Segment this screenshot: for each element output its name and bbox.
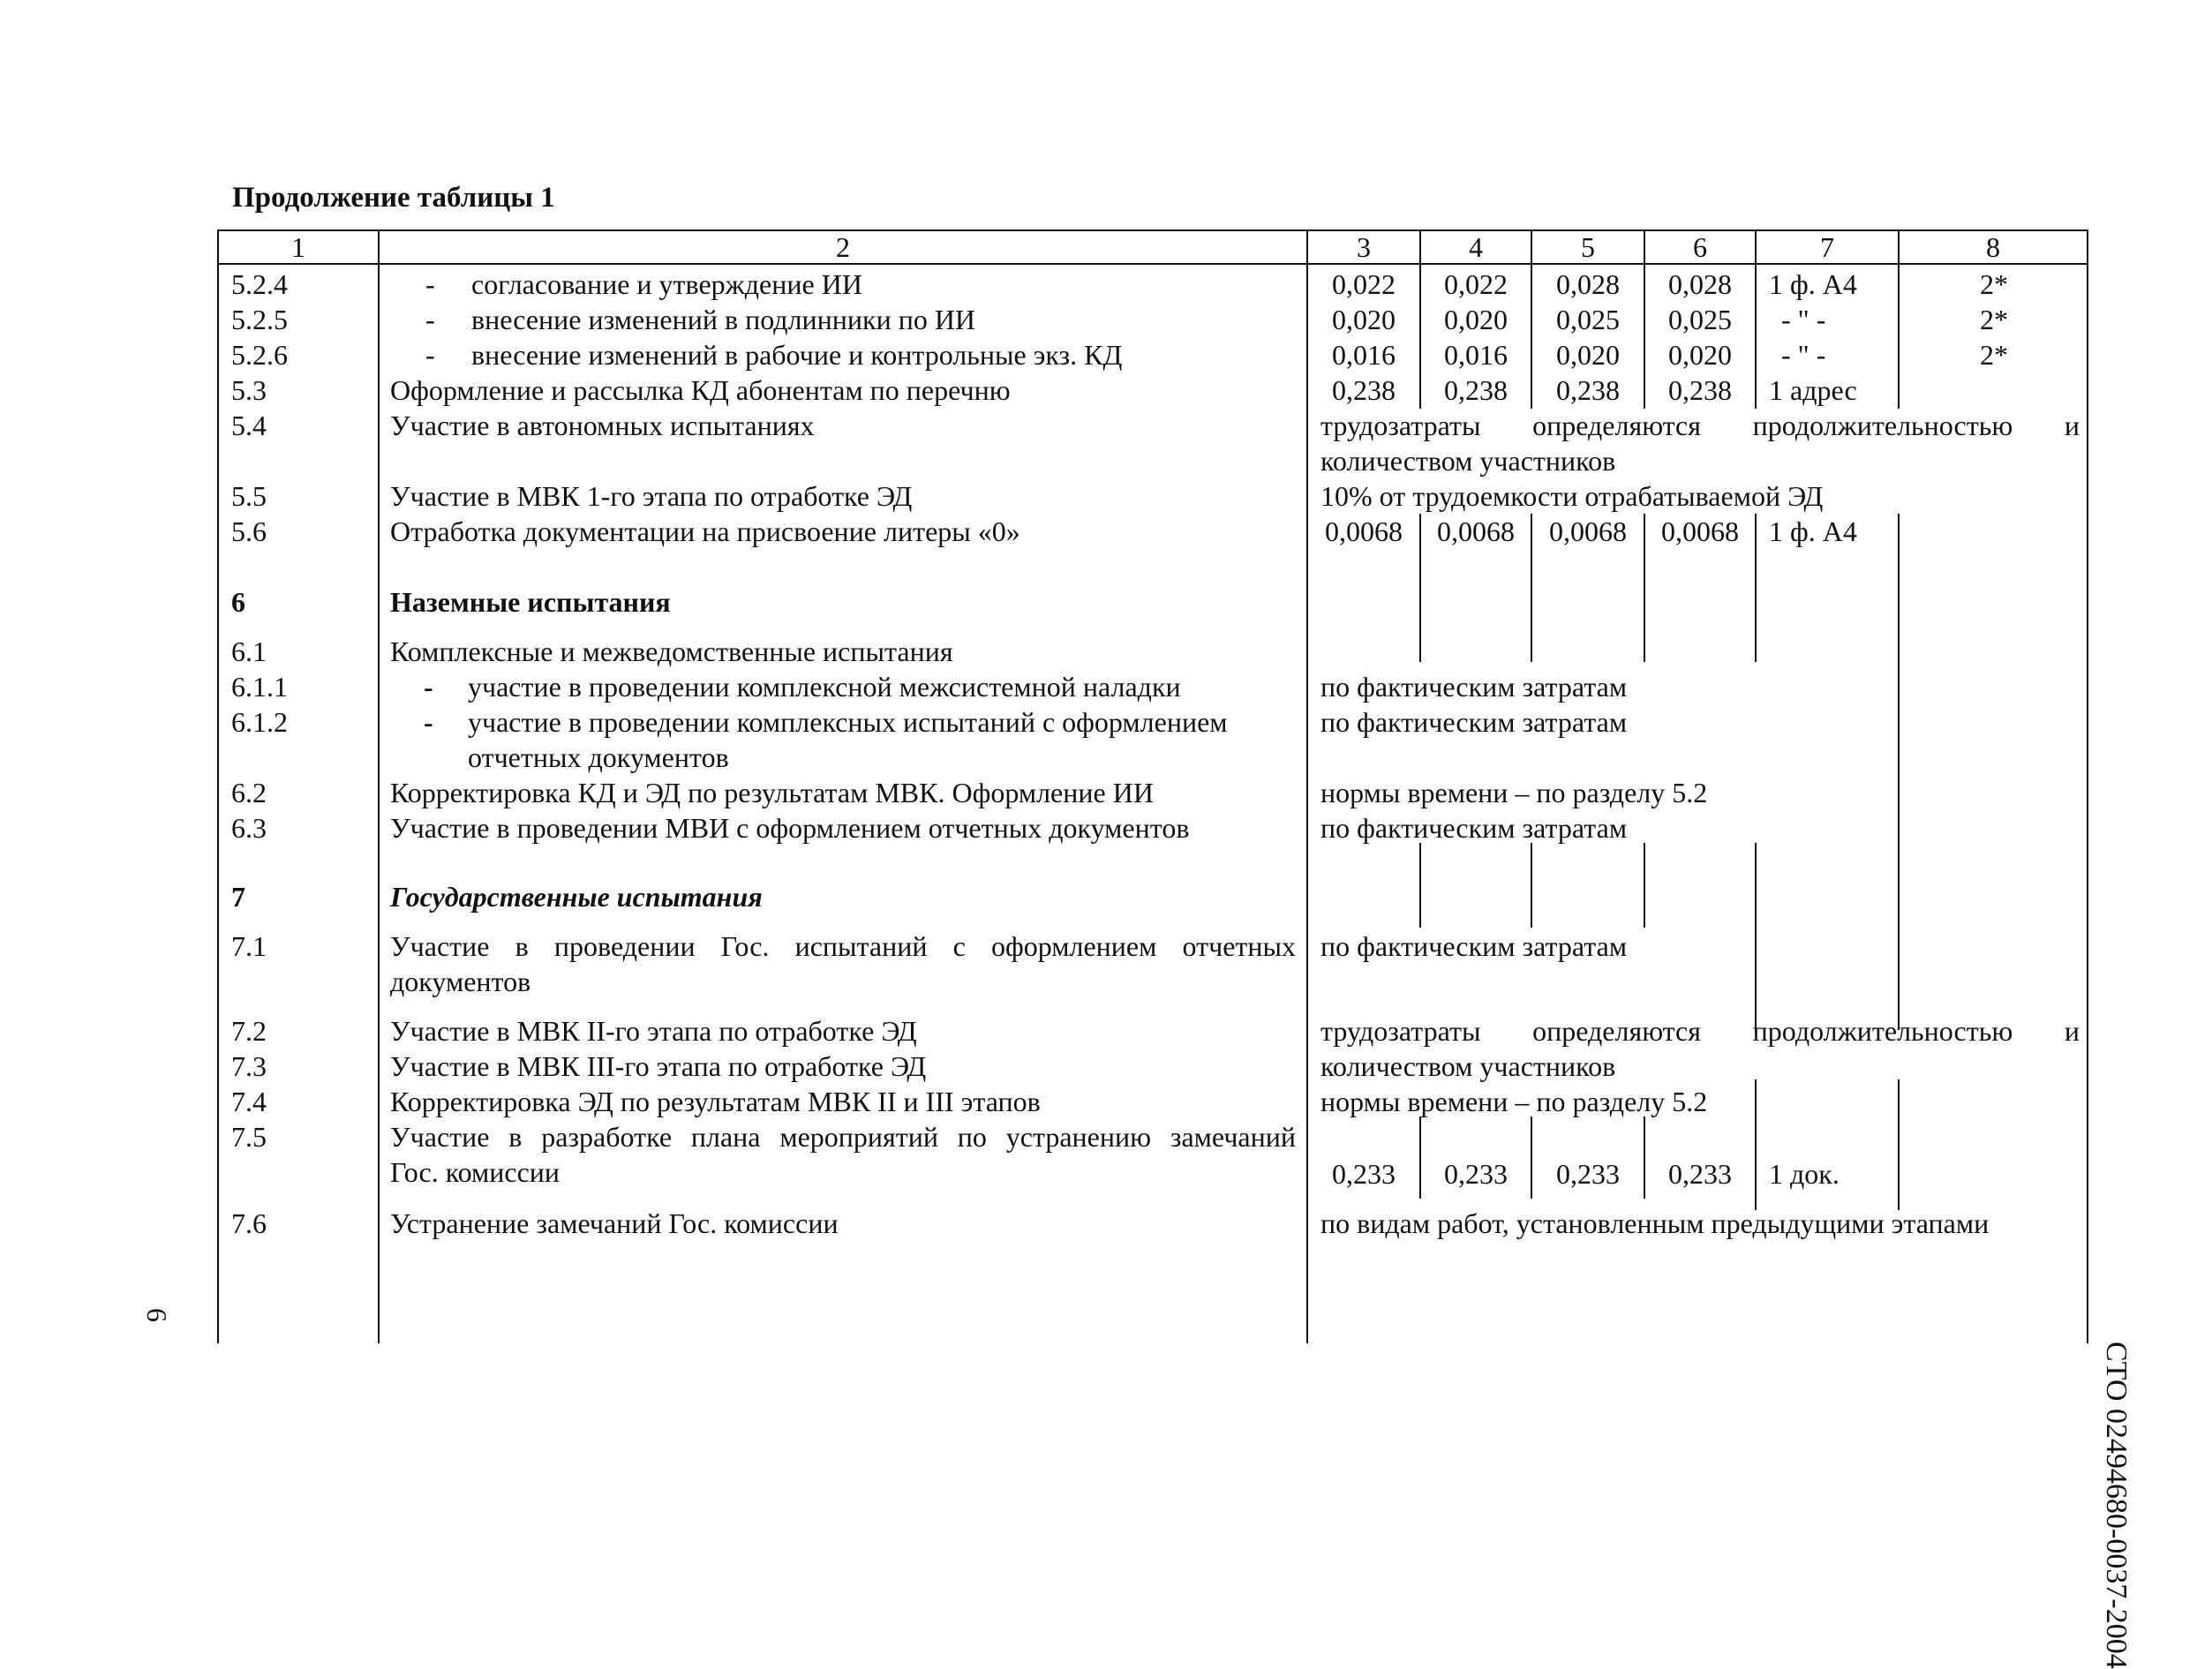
value-col-7: 1 ф. А4 bbox=[1769, 268, 1857, 300]
list-dash: - bbox=[425, 268, 435, 300]
row-number: 5.2.6 bbox=[231, 339, 288, 371]
header-bottom-border bbox=[217, 263, 2088, 265]
value-col-8: 2* bbox=[1980, 304, 2008, 335]
merged-note: по фактическим затратам bbox=[1320, 812, 1628, 844]
value-col-8: 2* bbox=[1980, 339, 2008, 371]
row-number: 5.2.4 bbox=[231, 268, 288, 300]
value-col-5: 0,238 bbox=[1556, 374, 1620, 406]
document-code: СТО 02494680-0037-2004 bbox=[2100, 1342, 2133, 1669]
row-number: 7.4 bbox=[231, 1086, 267, 1117]
value-col-4: 0,022 bbox=[1444, 268, 1508, 300]
row-number: 7.3 bbox=[231, 1050, 267, 1082]
value-col-7: - " - bbox=[1781, 304, 1826, 335]
row-number: 7.2 bbox=[231, 1015, 267, 1047]
value-col-7: 1 адрес bbox=[1769, 374, 1857, 406]
value-col-7: 1 док. bbox=[1769, 1158, 1840, 1190]
cell-border bbox=[1755, 843, 1757, 1033]
page-number: 6 bbox=[141, 1308, 173, 1322]
merged-note: трудозатраты определяются продолжительностью и bbox=[1320, 1015, 2080, 1047]
header-col-2: 2 bbox=[836, 231, 850, 263]
header-col-5: 5 bbox=[1581, 231, 1595, 263]
value-col-4: 0,0068 bbox=[1437, 515, 1515, 547]
merged-note: по фактическим затратам bbox=[1320, 671, 1628, 703]
row-number: 6.1.1 bbox=[231, 671, 288, 703]
value-col-4: 0,238 bbox=[1444, 374, 1508, 406]
value-col-6: 0,0068 bbox=[1661, 515, 1739, 547]
row-description: участие в проведении комплексной межсистемной наладки bbox=[468, 671, 1181, 703]
row-description: Комплексные и межведомственные испытания bbox=[390, 635, 953, 667]
value-col-4: 0,020 bbox=[1444, 304, 1508, 335]
row-number: 6.1 bbox=[231, 635, 267, 667]
cell-border bbox=[1531, 843, 1532, 928]
row-number: 7.1 bbox=[231, 930, 267, 962]
cell-border bbox=[1644, 843, 1645, 928]
row-number: 6.2 bbox=[231, 777, 267, 808]
row-description: Участие в МВК 1-го этапа по отработке ЭД bbox=[390, 480, 913, 512]
row-number: 5.6 bbox=[231, 515, 267, 547]
row-number: 5.4 bbox=[231, 410, 267, 441]
header-col-4: 4 bbox=[1469, 231, 1483, 263]
merged-note-continued: количеством участников bbox=[1320, 445, 1616, 477]
row-description-continued: отчетных документов bbox=[468, 741, 729, 773]
value-col-3: 0,022 bbox=[1332, 268, 1396, 300]
section-number: 7 bbox=[231, 881, 245, 913]
row-description: участие в проведении комплексных испытаний с оформлением bbox=[468, 706, 1228, 738]
value-col-6: 0,028 bbox=[1668, 268, 1732, 300]
row-description: внесение изменений в рабочие и контрольные экз. КД bbox=[471, 339, 1123, 371]
row-description: Отработка документации на присвоение литеры «0» bbox=[390, 515, 1020, 547]
merged-note: по видам работ, установленным предыдущими этапами bbox=[1320, 1207, 1990, 1239]
header-col-7: 7 bbox=[1820, 231, 1834, 263]
row-number: 6.3 bbox=[231, 812, 267, 844]
row-description: Участие в проведении Гос. испытаний с оформлением отчетных bbox=[390, 930, 1296, 962]
row-description: Оформление и рассылка КД абонентам по перечню bbox=[390, 374, 1011, 406]
merged-note: нормы времени – по разделу 5.2 bbox=[1320, 1086, 1708, 1117]
row-description: Участие в МВК II-го этапа по отработке ЭД bbox=[390, 1015, 917, 1047]
header-col-6: 6 bbox=[1693, 231, 1707, 263]
list-dash: - bbox=[424, 706, 433, 738]
row-description-continued: документов bbox=[390, 966, 531, 997]
value-col-6: 0,025 bbox=[1668, 304, 1732, 335]
row-description: Участие в разработке плана мероприятий по устранению замечаний bbox=[390, 1121, 1296, 1153]
value-col-8: 2* bbox=[1980, 268, 2008, 300]
row-description: Участие в МВК III-го этапа по отработке ЭД bbox=[390, 1050, 927, 1082]
cell-border bbox=[1419, 843, 1421, 928]
row-description: Участие в проведении МВИ с оформлением отчетных документов bbox=[390, 812, 1190, 844]
list-dash: - bbox=[425, 304, 435, 335]
merged-note: по фактическим затратам bbox=[1320, 706, 1628, 738]
value-col-5: 0,020 bbox=[1556, 339, 1620, 371]
row-description: Корректировка ЭД по результатам МВК II и III этапов bbox=[390, 1086, 1041, 1117]
value-col-3: 0,016 bbox=[1332, 339, 1396, 371]
row-number: 5.3 bbox=[231, 374, 267, 406]
value-col-5: 0,025 bbox=[1556, 304, 1620, 335]
value-col-5: 0,028 bbox=[1556, 268, 1620, 300]
row-number: 6.1.2 bbox=[231, 706, 288, 738]
section-number: 6 bbox=[231, 586, 245, 618]
row-description: Корректировка КД и ЭД по результатам МВК. Оформление ИИ bbox=[390, 777, 1154, 808]
row-description: Участие в автономных испытаниях bbox=[390, 410, 815, 441]
row-description-continued: Гос. комиссии bbox=[390, 1156, 561, 1188]
value-col-3: 0,238 bbox=[1332, 374, 1396, 406]
column-border-1-2 bbox=[378, 229, 380, 1343]
table-caption: Продолжение таблицы 1 bbox=[232, 182, 555, 214]
cell-border bbox=[1898, 514, 1900, 1030]
cell-border bbox=[1898, 1079, 1900, 1210]
value-col-4: 0,016 bbox=[1444, 339, 1508, 371]
section-title: Наземные испытания bbox=[390, 586, 671, 618]
row-number: 7.5 bbox=[231, 1121, 267, 1153]
header-col-8: 8 bbox=[1986, 231, 2000, 263]
row-number: 7.6 bbox=[231, 1207, 267, 1239]
value-col-5: 0,0068 bbox=[1549, 515, 1627, 547]
merged-note: по фактическим затратам bbox=[1320, 930, 1628, 962]
value-col-4: 0,233 bbox=[1444, 1158, 1508, 1190]
merged-note: 10% от трудоемкости отрабатываемой ЭД bbox=[1320, 480, 1824, 512]
row-description: согласование и утверждение ИИ bbox=[471, 268, 862, 300]
section-title: Государственные испытания bbox=[390, 881, 763, 913]
merged-note: нормы времени – по разделу 5.2 bbox=[1320, 777, 1708, 808]
value-col-7: - " - bbox=[1781, 339, 1826, 371]
value-col-6: 0,238 bbox=[1668, 374, 1732, 406]
row-number: 5.5 bbox=[231, 480, 267, 512]
value-col-6: 0,233 bbox=[1668, 1158, 1732, 1190]
row-number: 5.2.5 bbox=[231, 304, 288, 335]
value-col-7: 1 ф. А4 bbox=[1769, 515, 1857, 547]
value-col-3: 0,020 bbox=[1332, 304, 1396, 335]
value-col-6: 0,020 bbox=[1668, 339, 1732, 371]
column-border-left bbox=[217, 229, 219, 1343]
value-col-3: 0,0068 bbox=[1325, 515, 1403, 547]
merged-note-continued: количеством участников bbox=[1320, 1050, 1616, 1082]
value-col-3: 0,233 bbox=[1332, 1158, 1396, 1190]
header-col-3: 3 bbox=[1357, 231, 1371, 263]
list-dash: - bbox=[425, 339, 435, 371]
merged-note: трудозатраты определяются продолжительностью и bbox=[1320, 410, 2080, 441]
value-col-5: 0,233 bbox=[1556, 1158, 1620, 1190]
row-description: внесение изменений в подлинники по ИИ bbox=[471, 304, 976, 335]
column-border-right bbox=[2087, 229, 2088, 1343]
list-dash: - bbox=[424, 671, 433, 703]
row-description: Устранение замечаний Гос. комиссии bbox=[390, 1207, 839, 1239]
header-col-1: 1 bbox=[291, 231, 305, 263]
